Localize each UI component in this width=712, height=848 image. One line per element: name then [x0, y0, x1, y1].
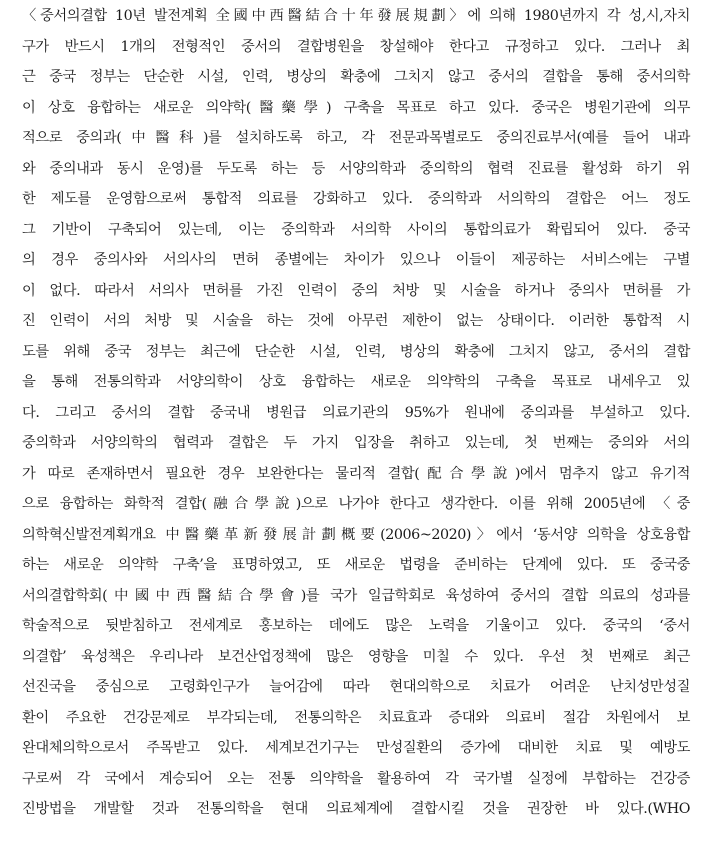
text-line: 완대체의학으로서 주목받고 있다. 세계보건기구는 만성질환의 증가에 대비한 치료 및 예방도	[22, 740, 690, 756]
text-line: 을 통해 전통의학과 서양의학이 상호 융합하는 새로운 의약학의 구축을 목표로 내세우고 있	[22, 374, 690, 390]
text-line: 의 경우 중의사와 서의사의 면허 종별에는 차이가 있으나 이들이 제공하는 서비스에는 구별	[22, 252, 690, 268]
text-line: 의결합’ 육성책은 우리나라 보건산업정책에 많은 영향을 미칠 수 있다. 우선 첫 번째로 최근	[22, 648, 690, 665]
text-line: 으로 융합하는 화학적 결합(融合學說)으로 나가야 한다고 생각한다. 이를 위해 2005년에 〈중	[22, 496, 690, 512]
text-line: 구가 반드시 1개의 전형적인 중서의 결합병원을 창설해야 한다고 규정하고 있다. 그러나 최	[22, 38, 690, 55]
text-line: 이 상호 융합하는 새로운 의약학(醫藥學) 구축을 목표로 하고 있다. 중국은 병원기관에 의무	[22, 99, 690, 116]
text-line: 서의결합학회(中國中西醫結合學會)를 국가 일급학회로 육성하여 중서의 결합 의료의 성과를	[22, 587, 690, 604]
text-line: 의학혁신발전계획개요 中醫藥革新發展計劃概要(2006~2020)〉에서 ‘동서양 의학을 상호융합	[22, 526, 690, 543]
text-line: 진방법을 개발할 것과 전통의학을 현대 의료체계에 결합시킬 것을 권장한 바 있다.(WHO	[22, 801, 690, 817]
text-line: 도를 위해 중국 정부는 최근에 단순한 시설, 인력, 병상의 확충에 그치지 않고, 중서의 결합	[22, 343, 690, 360]
text-line: 이 없다. 따라서 서의사 면허를 가진 인력이 중의 처방 및 시술을 하거나 중의사 면허를 가	[22, 282, 690, 299]
text-line: 그 기반이 구축되어 있는데, 이는 중의학과 서의학 사이의 통합의료가 확립되어 있다. 중국	[22, 221, 690, 238]
text-line: 가 따로 존재하면서 필요한 경우 보완한다는 물리적 결합(配合學說)에서 멈추지 않고 유기적	[22, 465, 690, 482]
text-line: 중의학과 서양의학의 협력과 결합은 두 가지 입장을 취하고 있는데, 첫 번째는 중의와 서의	[22, 435, 690, 451]
text-line: 다. 그리고 중서의 결합 중국내 병원급 의료기관의 95%가 원내에 중의과를 부설하고 있다.	[22, 404, 690, 421]
text-line: 선진국을 중심으로 고령화인구가 늘어감에 따라 현대의학으로 치료가 어려운 난치성만성질	[22, 679, 690, 695]
text-line: 와 중의내과 동시 운영)를 두도록 하는 등 서양의학과 중의학의 협력 진료를 활성화 하기 위	[22, 160, 690, 177]
text-line: 적으로 중의과(中醫科)를 설치하도록 하고, 각 전문과목별로도 중의진료부서(예를 들어 내과	[22, 130, 690, 146]
text-line: 하는 새로운 의약학 구축’을 표명하였고, 또 새로운 법령을 준비하는 단계에 있다. 또 중국중	[22, 557, 690, 573]
text-line: 근 중국 정부는 단순한 시설, 인력, 병상의 확충에 그치지 않고 중서의 결합을 통해 중서의학	[22, 69, 690, 85]
text-line: 진 인력이 서의 처방 및 시술을 하는 것에 아무런 제한이 없는 상태이다. 이러한 통합적 시	[22, 313, 690, 329]
text-line: 〈중서의결합 10년 발전계획 全國中西醫結合十年發展規劃〉에 의해 1980년까지 각 성,시,자치	[22, 8, 690, 24]
text-line: 한 제도를 운영함으로써 통합적 의료를 강화하고 있다. 중의학과 서의학의 결합은 어느 정도	[22, 191, 690, 207]
text-line: 구로써 각 국에서 계승되어 오는 전통 의약학을 활용하여 각 국가별 실정에 부합하는 건강증	[22, 770, 690, 787]
text-line: 환이 주요한 건강문제로 부각되는데, 전통의학은 치료효과 증대와 의료비 절감 차원에서 보	[22, 709, 690, 726]
text-line: 학술적으로 뒷받침하고 전세계로 홍보하는 데에도 많은 노력을 기울이고 있다. 중국의 ‘중서	[22, 618, 690, 634]
